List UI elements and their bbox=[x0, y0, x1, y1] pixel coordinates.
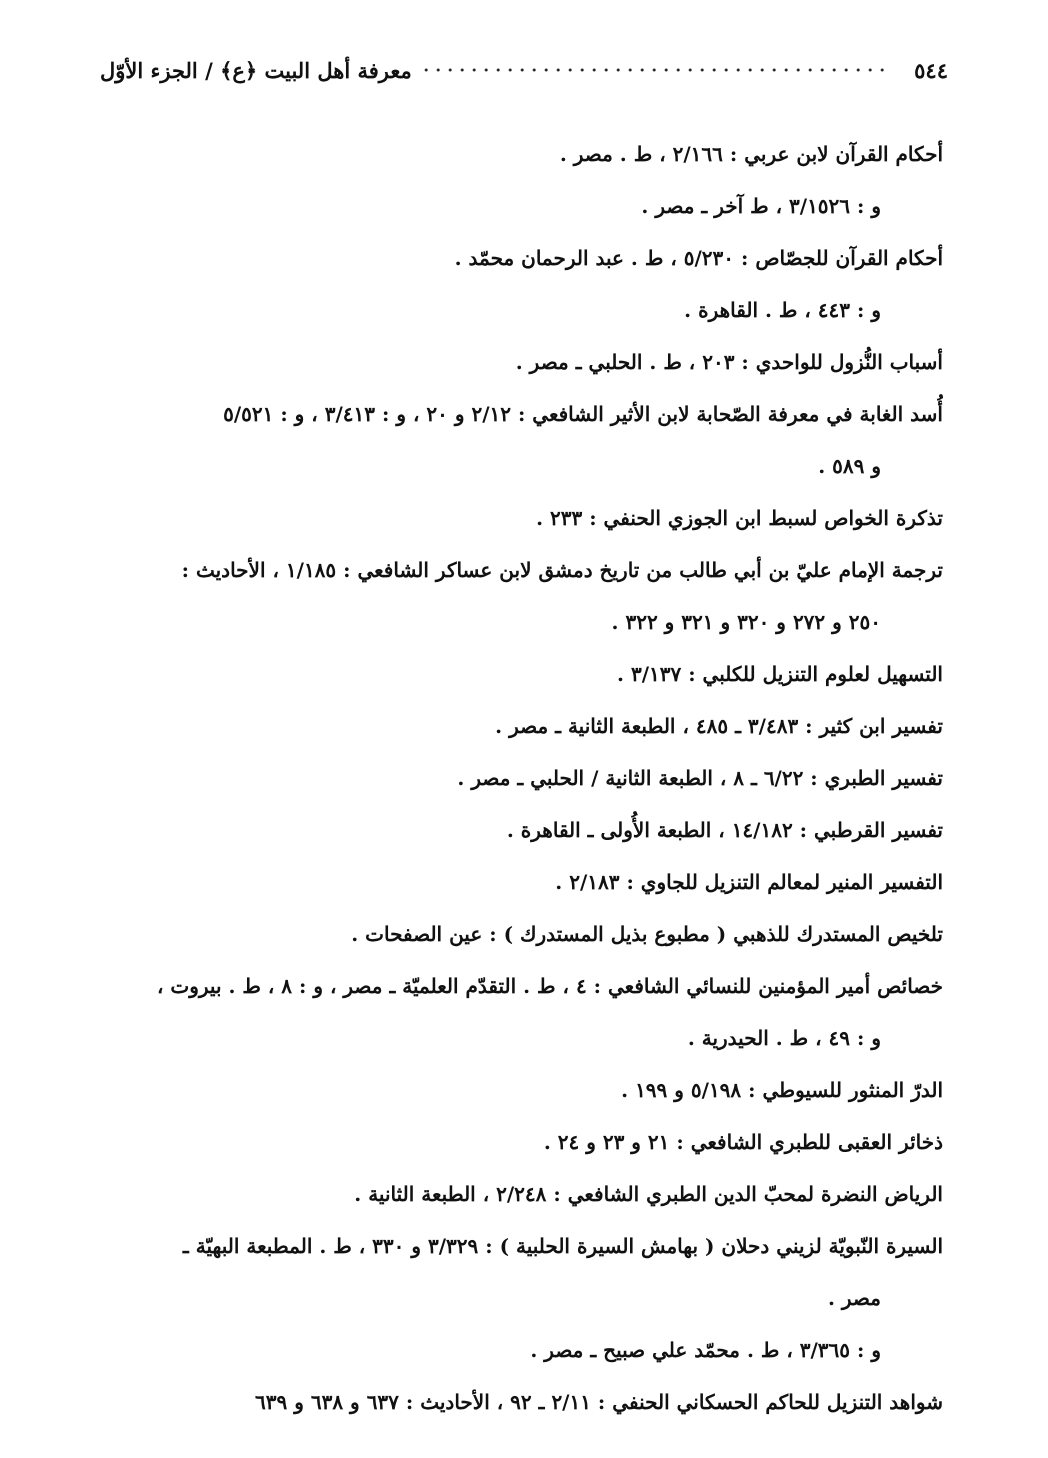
bib-line: أسباب النُّزول للواحدي : ٢٠٣ ، ط . الحلبي ـ مصر . bbox=[515, 350, 943, 374]
bib-line: ٢٥٠ و ٢٧٢ و ٣٢٠ و ٣٢١ و ٣٢٢ . bbox=[611, 610, 881, 634]
bib-line: و : ٣/١٥٢٦ ، ط آخر ـ مصر . bbox=[641, 194, 881, 218]
bib-line: أحكام القرآن لابن عربي : ٢/١٦٦ ، ط . مصر . bbox=[559, 142, 943, 166]
bib-line: ترجمة الإمام عليّ بن أبي طالب من تاريخ دمشق لابن عساكر الشافعي : ١/١٨٥ ، الأحاديث : bbox=[181, 558, 943, 582]
bib-line: تفسير القرطبي : ١٤/١٨٢ ، الطبعة الأُولى ـ القاهرة . bbox=[506, 818, 943, 842]
bib-line: أحكام القرآن للجصّاص : ٥/٢٣٠ ، ط . عبد الرحمان محمّد . bbox=[454, 246, 943, 270]
bibliography-list bbox=[100, 128, 943, 1428]
page-number: ٥٤٤ bbox=[914, 57, 948, 83]
bib-line: شواهد التنزيل للحاكم الحسكاني الحنفي : ٢/١١ ـ ٩٢ ، الأحاديث : ٦٣٧ و ٦٣٨ و ٦٣٩ bbox=[255, 1390, 943, 1414]
bib-line: الدرّ المنثور للسيوطي : ٥/١٩٨ و ١٩٩ . bbox=[621, 1078, 943, 1102]
bib-line: السيرة النّبويّة لزيني دحلان ( بهامش السيرة الحلبية ) : ٣/٣٢٩ و ٣٣٠ ، ط . المطبعة البهيّة ـ bbox=[182, 1234, 943, 1258]
dot-leader bbox=[422, 65, 886, 75]
bib-line: التفسير المنير لمعالم التنزيل للجاوي : ٢/١٨٣ . bbox=[555, 870, 943, 894]
running-head bbox=[100, 50, 948, 90]
bib-line: خصائص أمير المؤمنين للنسائي الشافعي : ٤ ، ط . التقدّم العلميّة ـ مصر ، و : ٨ ، ط . بيروت ، bbox=[156, 974, 943, 998]
running-title: معرفة أهل البيت ﴿ع﴾ / الجزء الأوّل bbox=[100, 57, 412, 83]
bib-line: و : ٤٤٣ ، ط . القاهرة . bbox=[684, 298, 881, 322]
bib-line: تفسير ابن كثير : ٣/٤٨٣ ـ ٤٨٥ ، الطبعة الثانية ـ مصر . bbox=[495, 714, 943, 738]
bib-line: الرياض النضرة لمحبّ الدين الطبري الشافعي : ٢/٢٤٨ ، الطبعة الثانية . bbox=[354, 1182, 943, 1206]
bib-line: تفسير الطبري : ٦/٢٢ ـ ٨ ، الطبعة الثانية / الحلبي ـ مصر . bbox=[457, 766, 943, 790]
bib-line: تلخيص المستدرك للذهبي ( مطبوع بذيل المستدرك ) : عين الصفحات . bbox=[351, 922, 943, 946]
bib-line: أُسد الغابة في معرفة الصّحابة لابن الأثير الشافعي : ٢/١٢ و ٢٠ ، و : ٣/٤١٣ ، و : ٥/٥٢١ bbox=[223, 402, 943, 426]
bib-line: مصر . bbox=[827, 1286, 881, 1310]
bib-line: ذخائر العقبى للطبري الشافعي : ٢١ و ٢٣ و ٢٤ . bbox=[543, 1130, 943, 1154]
bib-line: تذكرة الخواص لسبط ابن الجوزي الحنفي : ٢٣٣ . bbox=[536, 506, 943, 530]
bib-line: التسهيل لعلوم التنزيل للكلبي : ٣/١٣٧ . bbox=[617, 662, 943, 686]
bib-line: و : ٤٩ ، ط . الحيدرية . bbox=[687, 1026, 881, 1050]
bib-line: و ٥٨٩ . bbox=[818, 454, 881, 478]
bib-line: و : ٣/٣٦٥ ، ط . محمّد علي صبيح ـ مصر . bbox=[530, 1338, 881, 1362]
